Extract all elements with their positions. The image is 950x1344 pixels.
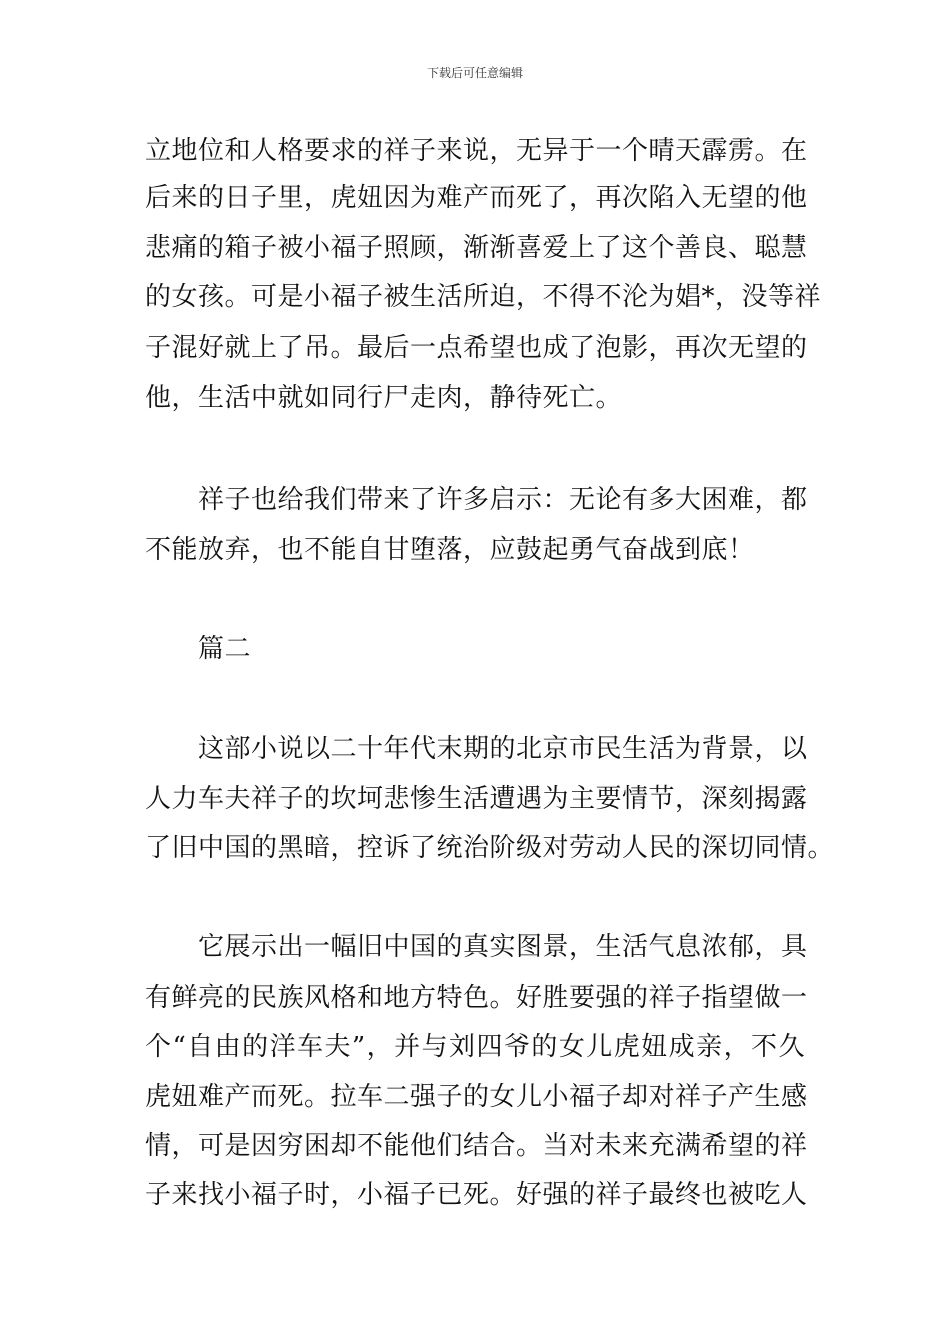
paragraph-line: 情，可是因穷困却不能他们结合。当对未来充满希望的祥	[145, 1131, 808, 1161]
paragraph-line: 这部小说以二十年代末期的北京市民生活为背景，以	[198, 734, 808, 764]
paragraph-line: 子来找小福子时，小福子已死。好强的祥子最终也被吃人	[145, 1180, 808, 1210]
paragraph-line: 后来的日子里，虎妞因为难产而死了，再次陷入无望的他	[145, 183, 808, 213]
paragraph-line: 不能放弃，也不能自甘堕落，应鼓起勇气奋战到底！	[145, 535, 755, 565]
section-heading: 篇二	[198, 634, 252, 664]
paragraph-line: 子混好就上了吊。最后一点希望也成了泡影，再次无望的	[145, 333, 808, 363]
paragraph-line: 立地位和人格要求的祥子来说，无异于一个晴天霹雳。在	[145, 136, 808, 166]
paragraph-line: 人力车夫祥子的坎坷悲惨生活遭遇为主要情节，深刻揭露	[145, 784, 808, 814]
paragraph-line: 他，生活中就如同行尸走肉，静待死亡。	[145, 383, 623, 413]
paragraph-line: 个“自由的洋车夫”，并与刘四爷的女儿虎妞成亲，不久	[145, 1032, 805, 1062]
paragraph-line: 悲痛的箱子被小福子照顾，渐渐喜爱上了这个善良、聪慧	[145, 233, 808, 263]
page-header: 下载后可任意编辑	[426, 66, 523, 80]
paragraph-line: 虎妞难产而死。拉车二强子的女儿小福子却对祥子产生感	[145, 1082, 808, 1112]
paragraph-line: 它展示出一幅旧中国的真实图景，生活气息浓郁，具	[198, 932, 808, 962]
paragraph-line: 祥子也给我们带来了许多启示：无论有多大困难，都	[198, 485, 808, 515]
paragraph-line: 有鲜亮的民族风格和地方特色。好胜要强的祥子指望做一	[145, 983, 808, 1013]
paragraph-line: 了旧中国的黑暗，控诉了统治阶级对劳动人民的深切同情。	[145, 833, 835, 863]
paragraph-line: 的女孩。可是小福子被生活所迫，不得不沦为娼*，没等祥	[145, 282, 822, 312]
